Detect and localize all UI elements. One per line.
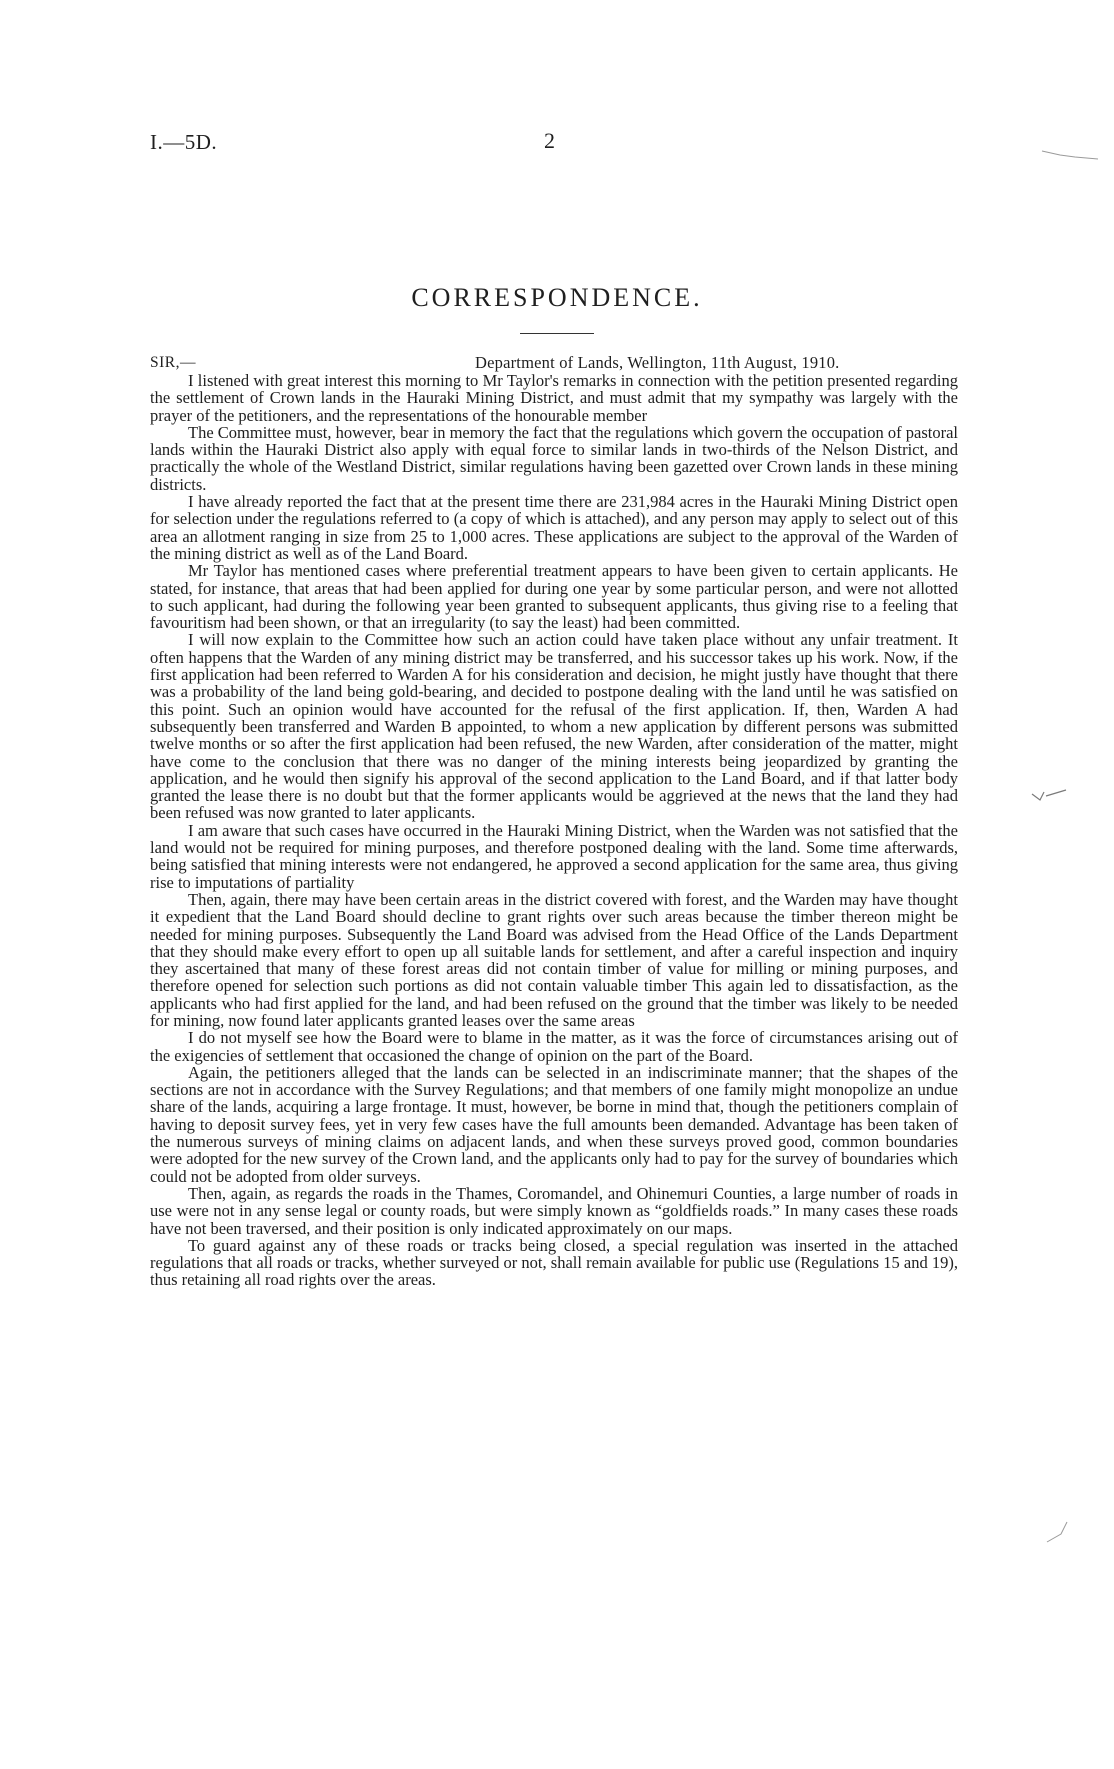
paragraph: Again, the petitioners alleged that the lands can be selected in an indiscriminate manner; that the shapes of the sections are not in accordance with the Survey Regulations; and that members of one family might monopolize an undue share of the lands, acquiring a large frontage. It must, however, be borne in mind that, though the petitioners complain of having to deposit survey fees, yet in very few cases have the full amounts been demanded. Advantage has been taken of the numerous surveys of mining claims on adjacent lands, and when these surveys proved good, common boundaries were adopted for the new survey of the Crown land, and the applicants only had to pay for the survey of boundaries which could not be adopted from older surveys. bbox=[150, 1062, 958, 1186]
title-divider bbox=[520, 333, 594, 334]
paragraph: I listened with great interest this morning to Mr Taylor's remarks in connection with the petition presented regarding the settlement of Crown lands in the Hauraki Mining District, and must admit that my sympathy was largely with the prayer of the petitioners, and the representations of the honourable member bbox=[150, 371, 958, 425]
scan-mark-icon bbox=[1030, 786, 1070, 806]
document-reference: I.—5D. bbox=[150, 130, 218, 154]
paragraph: I do not myself see how the Board were to blame in the matter, as it was the force of circumstances arising out of the exigencies of settlement that occasioned the change of opinion on the part of the Board. bbox=[150, 1028, 958, 1065]
paragraph: I will now explain to the Committee how such an action could have taken place without any unfair treatment. It often happens that the Warden of any mining district may be transferred, and his successor takes up his work. Now, if the first application had been referred to Warden A for his consideration and decision, he might justly have thought that there was a probability of the land being gold-bearing, and decided to postpone dealing with the land until he was satisfied on this point. Such an opinion would have accounted for the refusal of the first application. If, then, Warden A had subsequently been transferred and Warden B appointed, to whom a new application by different persons was submitted twelve months or so after the first application had been refused, the new Warden, after consideration of the matter, might have come to the conclusion that there was no danger of the mining interests being jeopardized by granting the application, and he would then signify his approval of the second application to the Land Board, and if that latter body granted the lease there is no doubt but that the former applicants would be aggrieved at the news that the land they had been refused was now granted to later applicants. bbox=[150, 630, 958, 823]
paragraph: Then, again, there may have been certain areas in the district covered with forest, and the Warden may have thought it expedient that the Land Board should decline to grant rights over such areas because the timber thereon might be needed for mining purposes. Subsequently the Land Board was advised from the Head Office of the Lands Department that they should make every effort to open up all suitable lands for settlement, and after a careful inspection and inquiry they ascertained that many of these forest areas did not contain timber of value for milling or mining purposes, and therefore opened for selection such portions as did not contain valuable timber This again led to dissatisfaction, as the applicants who had first applied for the land, and had been refused on the ground that the timber was likely to be needed for mining, now found later applicants granted leases over the same areas bbox=[150, 889, 958, 1030]
letter-dateline: Department of Lands, Wellington, 11th August, 1910. bbox=[475, 353, 840, 372]
paragraph: The Committee must, however, bear in memory the fact that the regulations which govern the occupation of pastoral lands within the Hauraki District also apply with equal force to similar lands in two-thirds of the Nelson District, and practically the whole of the Westland District, similar regulations having been gazetted over Crown lands in these mining districts. bbox=[150, 422, 958, 494]
page-number: 2 bbox=[544, 128, 555, 153]
paragraph: I have already reported the fact that at the present time there are 231,984 acres in the Hauraki Mining District open for selection under the regulations referred to (a copy of which is attached), and any person may apply to select out of this area an allotment ranging in size from 25 to 1,000 acres. These applications are subject to the approval of the Warden of the mining district as well as of the Land Board. bbox=[150, 492, 958, 563]
paragraph: Then, again, as regards the roads in the Thames, Coromandel, and Ohinemuri Counties, a large number of roads in use were not in any sense legal or county roads, but were simply known as “goldfields roads.” In many cases these roads have not been traversed, and their position is only indicated approximately on our maps. bbox=[150, 1183, 958, 1238]
paragraph: Mr Taylor has mentioned cases where preferential treatment appears to have been given to certain applicants. He stated, for instance, that areas that had been applied for during one year by some particular person, and were not allotted to such applicant, had during the following year been granted to subsequent applicants, thus giving rise to a feeling that favouritism had been shown, or that an irregularity (to say the least) had been committed. bbox=[150, 561, 958, 633]
paragraph: I am aware that such cases have occurred in the Hauraki Mining District, when the Warden was not satisfied that the land would not be required for mining purposes, and therefore postponed dealing with the land. Some time afterwards, being satisfied that mining interests were not endangered, he approved a second application for the same area, thus giving rise to imputations of partiality bbox=[150, 820, 958, 892]
paragraph: To guard against any of these roads or tracks being closed, a special regulation was inserted in the attached regulations that all roads or tracks, whether surveyed or not, shall remain available for public use (Regulations 15 and 19), thus retaining all road rights over the areas. bbox=[150, 1235, 958, 1290]
page-title: CORRESPONDENCE. bbox=[411, 283, 703, 312]
letter-salutation: SIR,— bbox=[150, 354, 196, 371]
scan-mark-icon bbox=[1045, 1518, 1075, 1546]
scan-mark-icon bbox=[1040, 145, 1100, 165]
letter-body bbox=[150, 372, 958, 1289]
